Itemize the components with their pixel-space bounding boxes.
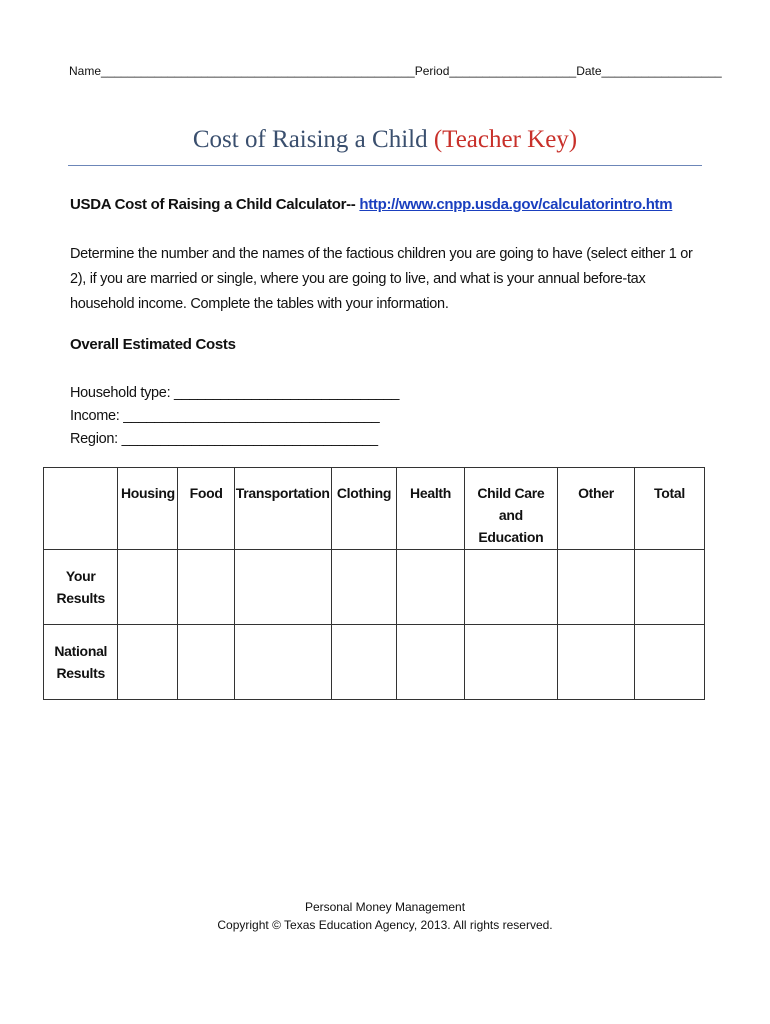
table-cell[interactable]	[331, 550, 397, 625]
calculator-link[interactable]: http://www.cnpp.usda.gov/calculatorintro.htm	[359, 196, 673, 213]
table-cell[interactable]	[464, 550, 557, 625]
title-main: Cost of Raising a Child	[192, 126, 428, 153]
table-row	[44, 550, 705, 625]
table-cell[interactable]	[118, 625, 178, 700]
footer-course-name: Personal Money Management	[304, 900, 466, 914]
table-cell[interactable]	[464, 625, 557, 700]
table-row	[44, 625, 705, 700]
table-cell[interactable]	[234, 625, 331, 700]
household-type-field[interactable]: Household type: _____________________________	[70, 385, 400, 401]
name-label: Name	[69, 64, 102, 78]
calculator-line	[70, 196, 672, 213]
table-cell[interactable]	[178, 550, 234, 625]
column-header-food: Food	[178, 468, 234, 550]
column-header-transportation: Transportation	[234, 468, 331, 550]
table-cell[interactable]	[397, 625, 464, 700]
table-cell[interactable]	[118, 550, 178, 625]
table-cell[interactable]	[558, 550, 635, 625]
section-title: Overall Estimated Costs	[70, 336, 236, 353]
period-label: Period	[414, 64, 450, 78]
name-blank[interactable]: _______________________________________________	[101, 64, 415, 78]
region-field[interactable]: Region: _________________________________	[70, 431, 378, 447]
table-corner-cell	[44, 468, 118, 550]
table-cell[interactable]	[178, 625, 234, 700]
table-header-row	[44, 468, 705, 550]
page-footer	[0, 898, 770, 934]
table-cell[interactable]	[634, 625, 704, 700]
table-cell[interactable]	[397, 550, 464, 625]
column-header-housing: Housing	[118, 468, 178, 550]
column-header-child-care: Child Care and Education	[464, 468, 557, 550]
instructions-paragraph: Determine the number and the names of the factious children you are going to have (select either 1 or 2), if you are married or single, where you are going to live, and what is your annual before-tax household income. Complete the tables with your information.	[70, 246, 693, 312]
page-title	[0, 126, 770, 154]
column-header-health: Health	[397, 468, 464, 550]
row-header-your-results: Your Results	[44, 550, 118, 625]
footer-copyright: Copyright © Texas Education Agency, 2013. All rights reserved.	[217, 918, 553, 932]
column-header-other: Other	[558, 468, 635, 550]
column-header-clothing: Clothing	[331, 468, 397, 550]
student-info-line	[69, 64, 722, 78]
title-divider	[68, 165, 702, 166]
table-cell[interactable]	[634, 550, 704, 625]
column-header-total: Total	[634, 468, 704, 550]
title-teacher-key: (Teacher Key)	[433, 126, 578, 153]
table-cell[interactable]	[558, 625, 635, 700]
income-field[interactable]: Income: _________________________________	[70, 408, 380, 424]
date-label: Date	[576, 64, 602, 78]
period-blank[interactable]: ___________________	[449, 64, 577, 78]
row-header-national-results: National Results	[44, 625, 118, 700]
table-cell[interactable]	[331, 625, 397, 700]
calculator-label: USDA Cost of Raising a Child Calculator--	[70, 196, 356, 213]
info-fields	[70, 382, 399, 451]
costs-table	[43, 467, 705, 700]
date-blank[interactable]: __________________	[601, 64, 722, 78]
table-cell[interactable]	[234, 550, 331, 625]
